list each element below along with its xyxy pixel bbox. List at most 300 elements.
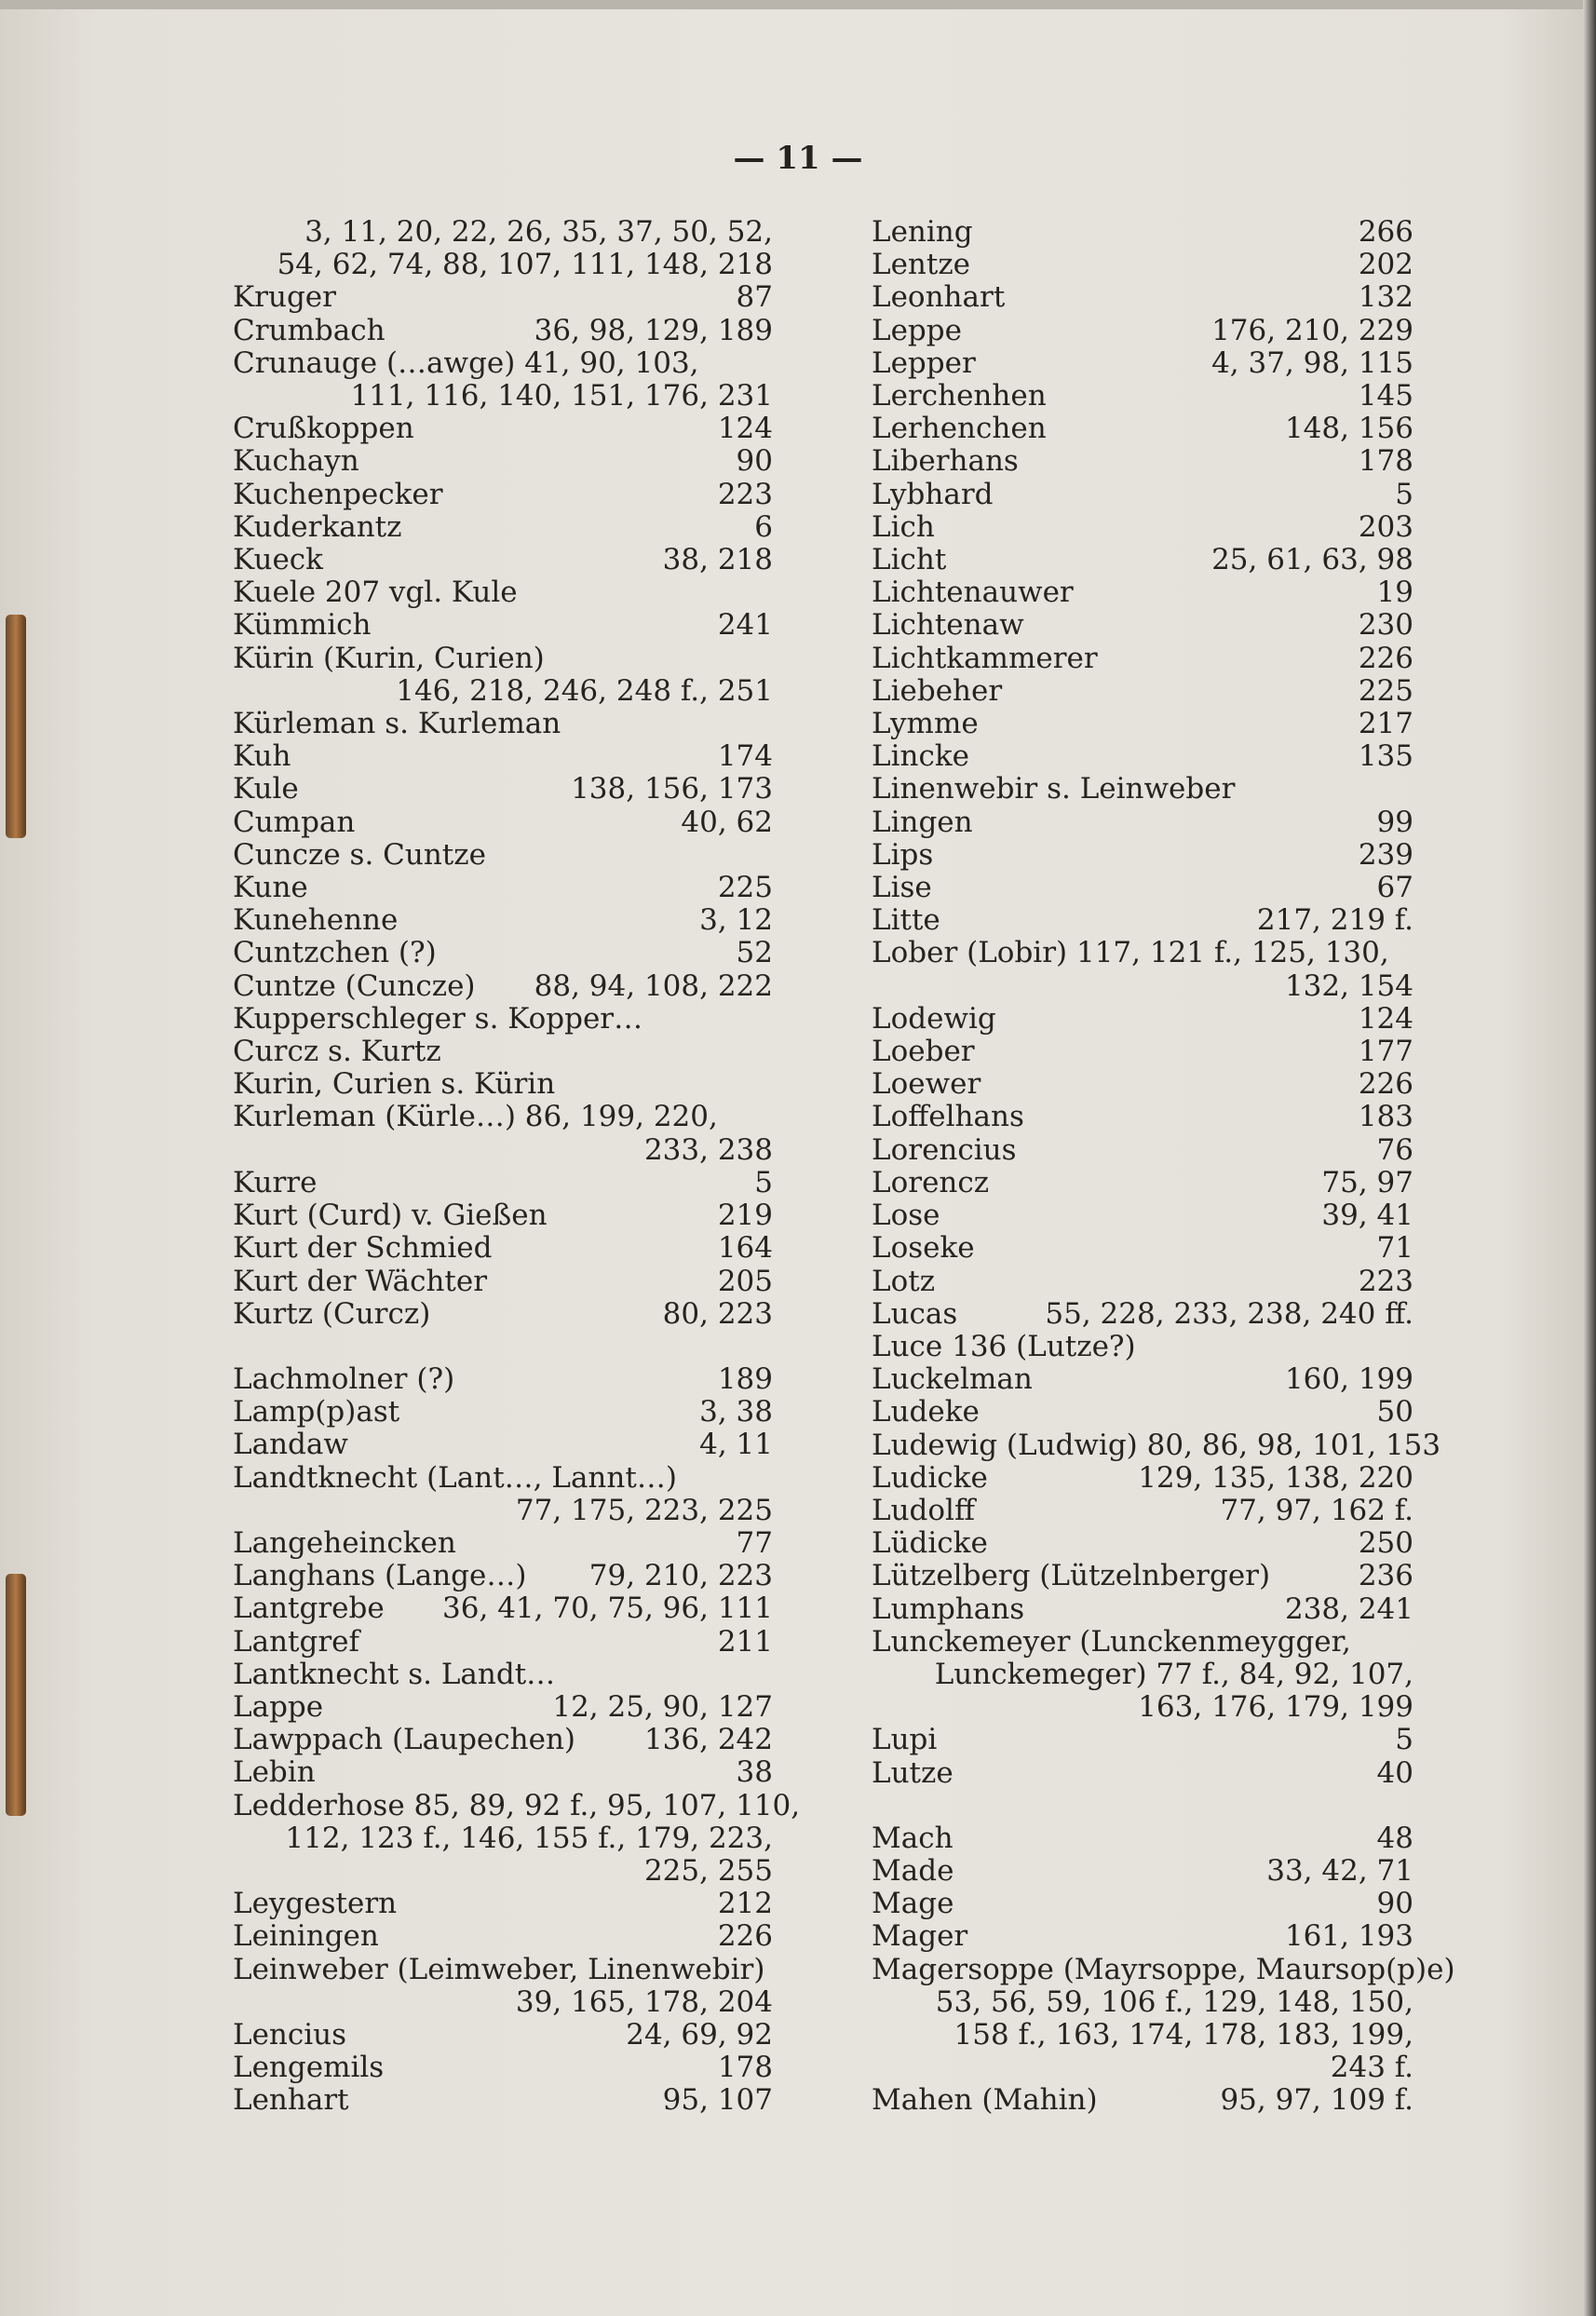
entry-term: Lotz	[872, 1264, 936, 1298]
entry-term: Kupperschleger s. Kopper…	[233, 1001, 643, 1036]
entry-term: Leiningen	[233, 1919, 379, 1954]
entry-pages: 132, 154	[1284, 968, 1413, 1003]
entry-pages: 243 f.	[1330, 2051, 1413, 2085]
entry-term: Langeheincken	[233, 1525, 456, 1560]
entry-term: Loewer	[872, 1067, 981, 1102]
entry-pages: 202	[1358, 248, 1413, 282]
entry-pages: 112, 123 f., 146, 155 f., 179, 223,	[285, 1821, 773, 1855]
entry-term: Kurleman (Kürle…) 86, 199, 220,	[233, 1100, 718, 1134]
entry-term: Cuncze s. Cuntze	[233, 837, 486, 872]
entry-term: Lantgrebe	[233, 1591, 385, 1626]
entry-term: Lose	[872, 1199, 940, 1233]
entry-term: Lorencius	[872, 1132, 1017, 1167]
index-entry	[872, 1232, 1413, 1265]
entry-term: Liebeher	[872, 673, 1003, 708]
index-entry	[872, 479, 1413, 511]
entry-term: Lawppach (Laupechen)	[233, 1723, 576, 1757]
index-entry	[872, 216, 1413, 249]
entry-pages: 52	[736, 936, 773, 970]
entry-term: Mahen (Mahin)	[872, 2083, 1098, 2118]
entry-pages: 226	[717, 1919, 773, 1954]
entry-term: Mach	[872, 1821, 954, 1855]
entry-term: Ledderhose 85, 89, 92 f., 95, 107, 110,	[233, 1788, 801, 1822]
index-entry	[872, 281, 1413, 314]
index-entry	[233, 1724, 773, 1756]
index-entry	[233, 1888, 773, 1920]
entry-pages: 5	[1395, 477, 1413, 511]
entry-term: Lantknecht s. Landt…	[233, 1657, 556, 1691]
index-entry	[233, 1592, 773, 1625]
entry-pages: 39, 41	[1321, 1199, 1413, 1233]
index-entry	[872, 740, 1413, 773]
index-entry	[872, 2084, 1413, 2117]
page-right-edge	[1583, 0, 1596, 2316]
index-entry	[233, 1691, 773, 1724]
index-entry	[872, 380, 1413, 413]
index-entry	[872, 1593, 1413, 1626]
index-column-left	[233, 215, 801, 2118]
entry-pages: 3, 38	[699, 1395, 773, 1429]
entry-pages: 71	[1376, 1231, 1413, 1266]
entry-pages: 177	[1358, 1035, 1413, 1069]
entry-pages: 160, 199	[1284, 1362, 1413, 1397]
section-gap	[872, 1790, 1413, 1822]
entry-term: Lantgref	[233, 1624, 359, 1659]
entry-term: Lise	[872, 871, 932, 905]
page-number: — 11 —	[733, 140, 863, 177]
entry-term: Liberhans	[872, 444, 1019, 479]
entry-pages: 5	[1395, 1723, 1413, 1757]
entry-pages: 250	[1358, 1526, 1413, 1561]
entry-pages: 178	[1358, 444, 1413, 479]
entry-term: Lybhard	[872, 477, 994, 511]
entry-pages: 3, 11, 20, 22, 26, 35, 37, 50, 52,	[304, 215, 773, 249]
index-entry	[872, 1560, 1413, 1592]
entry-term: Lichtenaw	[872, 608, 1024, 643]
entry-pages: 67	[1376, 871, 1413, 905]
entry-term: Lerhenchen	[872, 412, 1047, 446]
index-entry	[872, 1036, 1413, 1068]
entry-term: Curcz s. Kurtz	[233, 1035, 441, 1069]
index-entry	[233, 1659, 773, 1691]
index-entry	[233, 1527, 773, 1560]
entry-term: Lentze	[872, 248, 971, 282]
entry-pages: 174	[717, 739, 773, 774]
index-entry	[872, 1428, 1441, 1462]
index-entry	[233, 1429, 773, 1461]
entry-pages: 161, 193	[1284, 1919, 1413, 1954]
entry-pages: 40, 62	[681, 805, 773, 839]
entry-pages: 79, 210, 223	[588, 1559, 773, 1593]
index-entry	[233, 740, 773, 773]
entry-pages: 226	[1358, 1067, 1413, 1102]
entry-term: Lupi	[872, 1723, 938, 1757]
index-entry	[872, 1396, 1413, 1429]
index-entry	[233, 281, 773, 314]
index-entry	[233, 1954, 773, 2019]
index-entry	[233, 511, 773, 544]
index-entry	[233, 1363, 773, 1396]
entry-term: Kuderkantz	[233, 509, 402, 544]
index-entry	[872, 1363, 1413, 1396]
binding-staple-upper	[6, 615, 26, 838]
entry-term: Kuchayn	[233, 444, 359, 479]
entry-term: Lamp(p)ast	[233, 1395, 400, 1429]
index-entry	[872, 1298, 1413, 1331]
entry-pages: 24, 69, 92	[626, 2017, 773, 2052]
entry-pages: 236	[1358, 1559, 1413, 1593]
index-entry	[872, 1724, 1413, 1756]
entry-term: Cuntzchen (?)	[233, 936, 437, 970]
entry-pages: 33, 42, 71	[1266, 1853, 1413, 1888]
entry-term: Kurt der Wächter	[233, 1264, 488, 1298]
entry-pages: 176, 210, 229	[1211, 313, 1413, 347]
index-column-right	[872, 215, 1455, 2118]
entry-pages: 95, 97, 109 f.	[1220, 2083, 1413, 2118]
entry-term: Lencius	[233, 2017, 347, 2052]
entry-term: Lachmolner (?)	[233, 1361, 455, 1396]
index-entry	[872, 1757, 1413, 1790]
index-entry	[233, 1298, 773, 1331]
entry-term: Kümmich	[233, 608, 372, 643]
entry-pages: 75, 97	[1321, 1165, 1413, 1199]
entry-pages: 40	[1376, 1755, 1413, 1790]
entry-pages: 225	[717, 871, 773, 905]
entry-pages: 77, 175, 223, 225	[515, 1493, 773, 1527]
index-entry	[233, 970, 773, 1003]
entry-term: Kule	[233, 772, 299, 806]
entry-pages: 132	[1358, 280, 1413, 315]
index-entry	[233, 839, 773, 872]
entry-pages: 76	[1376, 1132, 1413, 1167]
entry-pages: 55, 228, 233, 238, 240 ff.	[1045, 1296, 1413, 1331]
entry-pages: 212	[717, 1887, 773, 1921]
entry-pages: 38, 218	[662, 543, 773, 577]
entry-pages: 129, 135, 138, 220	[1138, 1460, 1413, 1495]
entry-term: Lening	[872, 215, 973, 249]
index-entry	[872, 511, 1413, 544]
index-entry	[233, 1920, 773, 1953]
entry-term: Lengemils	[233, 2051, 385, 2085]
index-entry	[233, 937, 773, 969]
entry-pages: 136, 242	[643, 1723, 773, 1757]
entry-term: Ludewig (Ludwig) 80, 86, 98, 101, 153	[872, 1428, 1441, 1462]
index-entry	[233, 904, 773, 937]
index-entry	[872, 1952, 1455, 2085]
index-entry	[872, 1495, 1413, 1527]
entry-pages: 90	[736, 444, 773, 479]
entry-term: Lützelberg (Lützelnberger)	[872, 1559, 1271, 1593]
index-entry	[872, 1101, 1413, 1133]
entry-pages: 111, 116, 140, 151, 176, 231	[350, 379, 773, 413]
entry-term: Luce 136 (Lutze?)	[872, 1329, 1136, 1363]
index-entry	[872, 1331, 1413, 1363]
entry-term: Landtknecht (Lant…, Lannt…)	[233, 1460, 677, 1495]
entry-pages: 36, 98, 129, 189	[534, 313, 773, 347]
index-entry	[872, 1199, 1413, 1232]
entry-pages: 163, 176, 179, 199	[1138, 1690, 1413, 1725]
entry-term: Loseke	[872, 1231, 975, 1266]
entry-term: Linenwebir s. Leinweber	[872, 772, 1236, 806]
index-entry	[872, 445, 1413, 478]
entry-pages: 50	[1376, 1395, 1413, 1429]
entry-term: Lorencz	[872, 1165, 990, 1199]
entry-pages: 238, 241	[1284, 1591, 1413, 1626]
index-entry	[233, 216, 773, 281]
index-entry	[233, 1003, 773, 1036]
entry-term: Lunckemeyer (Lunckenmeygger,	[872, 1624, 1351, 1659]
entry-pages: 230	[1358, 608, 1413, 643]
index-entry	[233, 2019, 773, 2052]
entry-term: Kuchenpecker	[233, 477, 443, 511]
entry-term: Crußkoppen	[233, 412, 414, 446]
entry-pages: 25, 61, 63, 98	[1211, 543, 1413, 577]
entry-pages: 219	[717, 1199, 773, 1233]
index-entry	[233, 445, 773, 478]
entry-term: Kurtz (Curcz)	[233, 1296, 431, 1331]
entry-pages: 53, 56, 59, 106 f., 129, 148, 150,	[935, 1984, 1413, 2019]
entry-term: Leinweber (Leimweber, Linenwebir)	[233, 1952, 765, 1986]
index-entry	[233, 643, 773, 708]
binding-staple-lower	[6, 1574, 26, 1816]
entry-term: Litte	[872, 903, 940, 938]
index-entry	[872, 904, 1413, 937]
entry-pages: 54, 62, 74, 88, 107, 111, 148, 218	[277, 248, 773, 282]
index-entry	[872, 1822, 1413, 1855]
entry-pages: 164	[717, 1231, 773, 1266]
entry-term: Ludicke	[872, 1460, 988, 1495]
index-entry	[872, 1626, 1413, 1725]
index-entry	[233, 1232, 773, 1265]
entry-pages: 226	[1358, 641, 1413, 675]
entry-pages: 217	[1358, 707, 1413, 741]
entry-pages: 48	[1376, 1821, 1413, 1855]
entry-pages: 223	[1358, 1264, 1413, 1298]
entry-term: Kueck	[233, 543, 323, 577]
entry-term: Lebin	[233, 1755, 316, 1790]
index-entry	[233, 479, 773, 511]
index-entry	[233, 1560, 773, 1592]
entry-term: Mager	[872, 1919, 968, 1954]
entry-term: Landaw	[233, 1428, 348, 1462]
index-entry	[233, 806, 773, 839]
entry-term: Lichtenauwer	[872, 576, 1074, 610]
index-entry	[872, 1167, 1413, 1199]
index-entry	[872, 806, 1413, 839]
entry-term: Lappe	[233, 1689, 324, 1724]
index-entry	[233, 1462, 773, 1527]
index-entry	[233, 1199, 773, 1232]
entry-pages: 4, 11	[699, 1428, 773, 1462]
entry-pages: 19	[1376, 576, 1413, 610]
entry-pages: 6	[754, 509, 773, 544]
entry-pages: 124	[717, 412, 773, 446]
index-entry	[233, 315, 773, 347]
entry-term: Lenhart	[233, 2083, 349, 2118]
index-entry	[872, 315, 1413, 347]
index-entry	[233, 609, 773, 642]
index-entry	[872, 643, 1413, 675]
index-entry	[872, 249, 1413, 281]
entry-pages: 124	[1358, 1001, 1413, 1036]
entry-pages: 135	[1358, 739, 1413, 774]
entry-pages: 77	[736, 1525, 773, 1560]
index-entry	[872, 1068, 1413, 1101]
index-entry	[872, 1920, 1413, 1953]
entry-pages: 203	[1358, 509, 1413, 544]
entry-term: Kürin (Kurin, Curien)	[233, 641, 545, 675]
index-entry	[872, 708, 1413, 740]
index-entry	[233, 1068, 773, 1101]
entry-term: Lingen	[872, 805, 973, 839]
entry-term: Lymme	[872, 707, 979, 741]
entry-term: Lich	[872, 509, 935, 544]
entry-term: Ludeke	[872, 1395, 980, 1429]
index-entry	[872, 1003, 1413, 1036]
entry-term: Lodewig	[872, 1001, 996, 1036]
index-entry	[872, 1888, 1413, 1920]
index-entry	[233, 773, 773, 806]
entry-pages: 90	[1376, 1887, 1413, 1921]
entry-pages: 183	[1358, 1100, 1413, 1134]
index-entry	[872, 1266, 1413, 1298]
index-entry	[233, 2052, 773, 2084]
entry-pages: 241	[717, 608, 773, 643]
entry-term: Leonhart	[872, 280, 1006, 315]
entry-term: Lincke	[872, 739, 969, 774]
entry-term: Crumbach	[233, 313, 385, 347]
entry-term: Lepper	[872, 345, 976, 380]
entry-pages: 3, 12	[699, 903, 773, 938]
entry-term: Licht	[872, 543, 947, 577]
index-entry	[233, 1756, 773, 1789]
entry-term: Cuntze (Cuncze)	[233, 968, 476, 1003]
entry-term: Made	[872, 1853, 954, 1888]
entry-term: Kruger	[233, 280, 336, 315]
entry-term: Kurre	[233, 1165, 318, 1199]
entry-pages: 38	[736, 1755, 773, 1790]
entry-term: Leppe	[872, 313, 962, 347]
section-gap	[233, 1331, 773, 1363]
entry-term: Loeber	[872, 1035, 975, 1069]
entry-pages: 158 f., 163, 174, 178, 183, 199,	[954, 2017, 1413, 2052]
entry-pages: 239	[1358, 837, 1413, 872]
index-entry	[233, 1167, 773, 1199]
index-entry	[872, 1462, 1413, 1495]
entry-pages: 225	[1358, 673, 1413, 708]
entry-pages: 178	[717, 2051, 773, 2085]
entry-pages: 36, 41, 70, 75, 96, 111	[442, 1591, 773, 1626]
index-entry	[233, 1101, 773, 1166]
index-entry	[872, 675, 1413, 708]
index-entry	[233, 1036, 773, 1068]
entry-pages: 87	[736, 280, 773, 315]
entry-term: Kuh	[233, 739, 291, 774]
entry-pages: 223	[717, 477, 773, 511]
entry-term: Kurt (Curd) v. Gießen	[233, 1199, 548, 1233]
index-entry	[233, 544, 773, 576]
index-entry	[233, 1396, 773, 1429]
entry-term: Lichtkammerer	[872, 641, 1098, 675]
entry-term: Lerchenhen	[872, 379, 1047, 413]
entry-pages: 217, 219 f.	[1256, 903, 1413, 938]
entry-pages: 146, 218, 246, 248 f., 251	[396, 673, 773, 708]
index-entry	[872, 1527, 1413, 1560]
index-entry	[872, 1855, 1413, 1888]
index-entry	[872, 1134, 1413, 1167]
entry-pages: 211	[717, 1624, 773, 1659]
entry-pages: 266	[1358, 215, 1413, 249]
index-entry	[233, 1788, 801, 1889]
entry-pages: 77, 97, 162 f.	[1220, 1493, 1413, 1527]
entry-pages: 225, 255	[643, 1853, 773, 1888]
entry-term: Leygestern	[233, 1887, 398, 1921]
index-entry	[233, 576, 773, 609]
entry-pages: 138, 156, 173	[571, 772, 773, 806]
index-entry	[872, 347, 1413, 380]
entry-term: Crunauge (…awge) 41, 90, 103,	[233, 345, 699, 380]
entry-term: Kürleman s. Kurleman	[233, 707, 561, 741]
entry-pages: 5	[754, 1165, 773, 1199]
entry-term: Kune	[233, 871, 308, 905]
entry-term: Luckelman	[872, 1362, 1033, 1397]
entry-term: Lumphans	[872, 1591, 1025, 1626]
entry-term: Loffelhans	[872, 1100, 1024, 1134]
entry-term: Magersoppe (Mayrsoppe, Maursop(p)e)	[872, 1952, 1455, 1986]
index-entry	[233, 2084, 773, 2117]
index-entry	[233, 1626, 773, 1659]
index-entry	[233, 1266, 773, 1298]
entry-term: Lutze	[872, 1755, 954, 1790]
entry-pages: 145	[1358, 379, 1413, 413]
entry-pages: 80, 223	[662, 1296, 773, 1331]
entry-pages: 12, 25, 90, 127	[552, 1689, 773, 1724]
page-top-edge	[0, 0, 1596, 9]
index-entry	[233, 413, 773, 445]
entry-pages: Lunckemeger) 77 f., 84, 92, 107,	[934, 1657, 1413, 1691]
entry-term: Lips	[872, 837, 934, 872]
entry-term: Cumpan	[233, 805, 356, 839]
entry-pages: 95, 107	[662, 2083, 773, 2118]
index-entry	[872, 609, 1413, 642]
index-entry	[872, 576, 1413, 609]
index-entry	[872, 937, 1413, 1002]
entry-term: Kuele 207 vgl. Kule	[233, 576, 518, 610]
entry-pages: 148, 156	[1284, 412, 1413, 446]
entry-term: Kunehenne	[233, 903, 399, 938]
index-entry	[872, 872, 1413, 904]
entry-pages: 99	[1376, 805, 1413, 839]
entry-pages: 189	[717, 1361, 773, 1396]
index-entry	[872, 544, 1413, 576]
index-entry	[233, 872, 773, 904]
index-entry	[872, 773, 1413, 806]
entry-pages: 233, 238	[643, 1132, 773, 1167]
index-entry	[872, 839, 1413, 872]
entry-term: Lucas	[872, 1296, 958, 1331]
index-entry	[233, 708, 773, 740]
entry-term: Langhans (Lange…)	[233, 1559, 527, 1593]
entry-term: Kurt der Schmied	[233, 1231, 493, 1266]
entry-term: Kurin, Curien s. Kürin	[233, 1067, 556, 1102]
entry-term: Ludolff	[872, 1493, 975, 1527]
entry-term: Mage	[872, 1887, 954, 1921]
entry-pages: 205	[717, 1264, 773, 1298]
entry-pages: 39, 165, 178, 204	[515, 1984, 773, 2019]
entry-term: Lober (Lobir) 117, 121 f., 125, 130,	[872, 936, 1389, 970]
index-entry	[872, 413, 1413, 445]
entry-term: Lüdicke	[872, 1526, 988, 1561]
